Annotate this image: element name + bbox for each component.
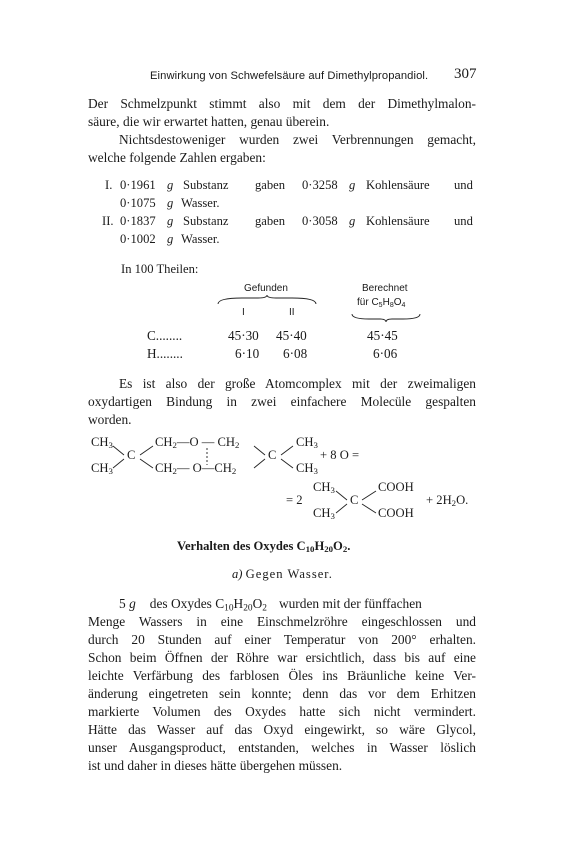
paragraph-line: welche folgende Zahlen ergaben: xyxy=(88,150,266,165)
paragraph-line: Hätte das Wasser auf das Oxyd eingewirkt, so wäre Glycol, xyxy=(88,722,476,737)
mass-value: 0·1002 xyxy=(120,232,156,246)
paragraph-line: Es ist also der große Atomcomplex mit der zweimaligen xyxy=(119,376,476,391)
paragraph-line: ist und daher in dieses hätte übergehen müssen. xyxy=(88,758,343,773)
paragraph-line: leichte Verfärbung des farblosen Öles ins Bräunliche keine Ver- xyxy=(88,668,476,683)
unit: g xyxy=(349,214,356,228)
formula-fragment: $CH_2—$ $O—CH_2$ xyxy=(155,461,237,477)
paragraph-line: unser Ausgangsproduct, entstanden, welches in Wasser löslich xyxy=(88,740,476,755)
mass-value: 0·1837 xyxy=(120,214,156,228)
word: gaben xyxy=(255,178,286,192)
word: Kohlensäure xyxy=(366,178,430,192)
cell-value: 45·45 xyxy=(367,328,398,343)
formula-fragment: + $2H_2O$. xyxy=(426,493,469,509)
paragraph-line: worden. xyxy=(88,412,132,427)
cell-value: 45·30 xyxy=(228,328,259,343)
formula-fragment: C xyxy=(350,493,359,507)
mass-value: 0·3258 xyxy=(302,178,338,192)
word: Substanz xyxy=(183,178,229,192)
formula-fragment: $CH_3$ xyxy=(296,435,318,451)
cell-value: 6·06 xyxy=(373,346,398,361)
formula-fragment: COOH xyxy=(378,480,414,494)
word: und xyxy=(454,214,473,228)
word: und xyxy=(454,178,473,192)
formula-fragment: COOH xyxy=(378,506,414,520)
calc-formula: für $C_5H_8O_4$ xyxy=(357,297,406,309)
formula-fragment: $CH_3$ xyxy=(313,506,335,522)
formula-fragment: $CH_3$ xyxy=(91,435,113,451)
found-header: Gefunden xyxy=(244,283,288,294)
cell-value: 45·40 xyxy=(276,328,307,343)
row-label: H........ xyxy=(147,346,183,361)
cell-value: 6·10 xyxy=(235,346,260,361)
paragraph-line: Schon beim Öffnen der Röhre war ersichtlich, dass bis auf eine xyxy=(88,650,476,665)
formula-fragment: $CH_2—O$ — $CH_2$ xyxy=(155,435,240,451)
calc-header: Berechnet xyxy=(362,283,408,294)
paragraph-line: 5 g des Oxydes $C_{10}H_{20}O_2$ wurden mit der fünffachen xyxy=(119,596,422,614)
unit: g xyxy=(167,178,174,192)
paragraph-line: Menge Wassers in eine Einschmelzröhre eingeschlossen und xyxy=(88,614,476,629)
table-intro: In 100 Theilen: xyxy=(121,262,199,276)
unit: g xyxy=(167,232,174,246)
subsection-heading: a) Gegen Wasser. xyxy=(232,567,333,581)
unit: g xyxy=(167,214,174,228)
paragraph-line: Nichtsdestoweniger wurden zwei Verbrennungen gemacht, xyxy=(119,132,476,147)
formula-fragment: = 2 xyxy=(286,493,303,507)
cell-value: 6·08 xyxy=(283,346,308,361)
word: Wasser. xyxy=(181,232,220,246)
unit: g xyxy=(349,178,356,192)
word: Kohlensäure xyxy=(366,214,430,228)
word: gaben xyxy=(255,214,286,228)
formula-fragment: C xyxy=(127,448,136,462)
paragraph-line: säure, die wir erwartet hatten, genau überein. xyxy=(88,114,330,129)
paragraph-line: markierte Volumen des Oxydes hatte sich nicht vermindert. xyxy=(88,704,476,719)
unit: g xyxy=(167,196,174,210)
row-label: C........ xyxy=(147,328,183,343)
formula-fragment: C xyxy=(268,448,277,462)
paragraph-line: oxydartigen Bindung in zwei einfachere Molecüle gespalten xyxy=(88,394,476,409)
paragraph-line: durch 20 Stunden auf einer Temperatur von 200° erhalten. xyxy=(88,632,476,647)
formula-fragment: $CH_3$ xyxy=(296,461,318,477)
page-number: 307 xyxy=(454,66,477,82)
section-heading: Verhalten des Oxydes $C_{10}H_{20}O_2$. xyxy=(177,539,351,555)
formula-fragment: + 8 O = xyxy=(320,448,360,462)
word: Wasser. xyxy=(181,196,220,210)
formula-fragment: $CH_3$ xyxy=(313,480,335,496)
mass-value: 0·3058 xyxy=(302,214,338,228)
paragraph-line: änderung eingetreten sein konnte; denn das vor dem Erhitzen xyxy=(88,686,476,701)
running-header: Einwirkung von Schwefelsäure auf Dimethylpropandiol. xyxy=(150,70,429,82)
word: Substanz xyxy=(183,214,229,228)
mass-value: 0·1961 xyxy=(120,178,156,192)
formula-fragment: $CH_3$ xyxy=(91,461,113,477)
item-number: I. xyxy=(105,178,113,192)
mass-value: 0·1075 xyxy=(120,196,156,210)
paragraph-line: Der Schmelzpunkt stimmt also mit dem der Dimethylmalon- xyxy=(88,96,476,111)
col-header-ii: II xyxy=(289,307,295,318)
item-number: II. xyxy=(102,214,114,228)
col-header-i: I xyxy=(242,307,245,318)
